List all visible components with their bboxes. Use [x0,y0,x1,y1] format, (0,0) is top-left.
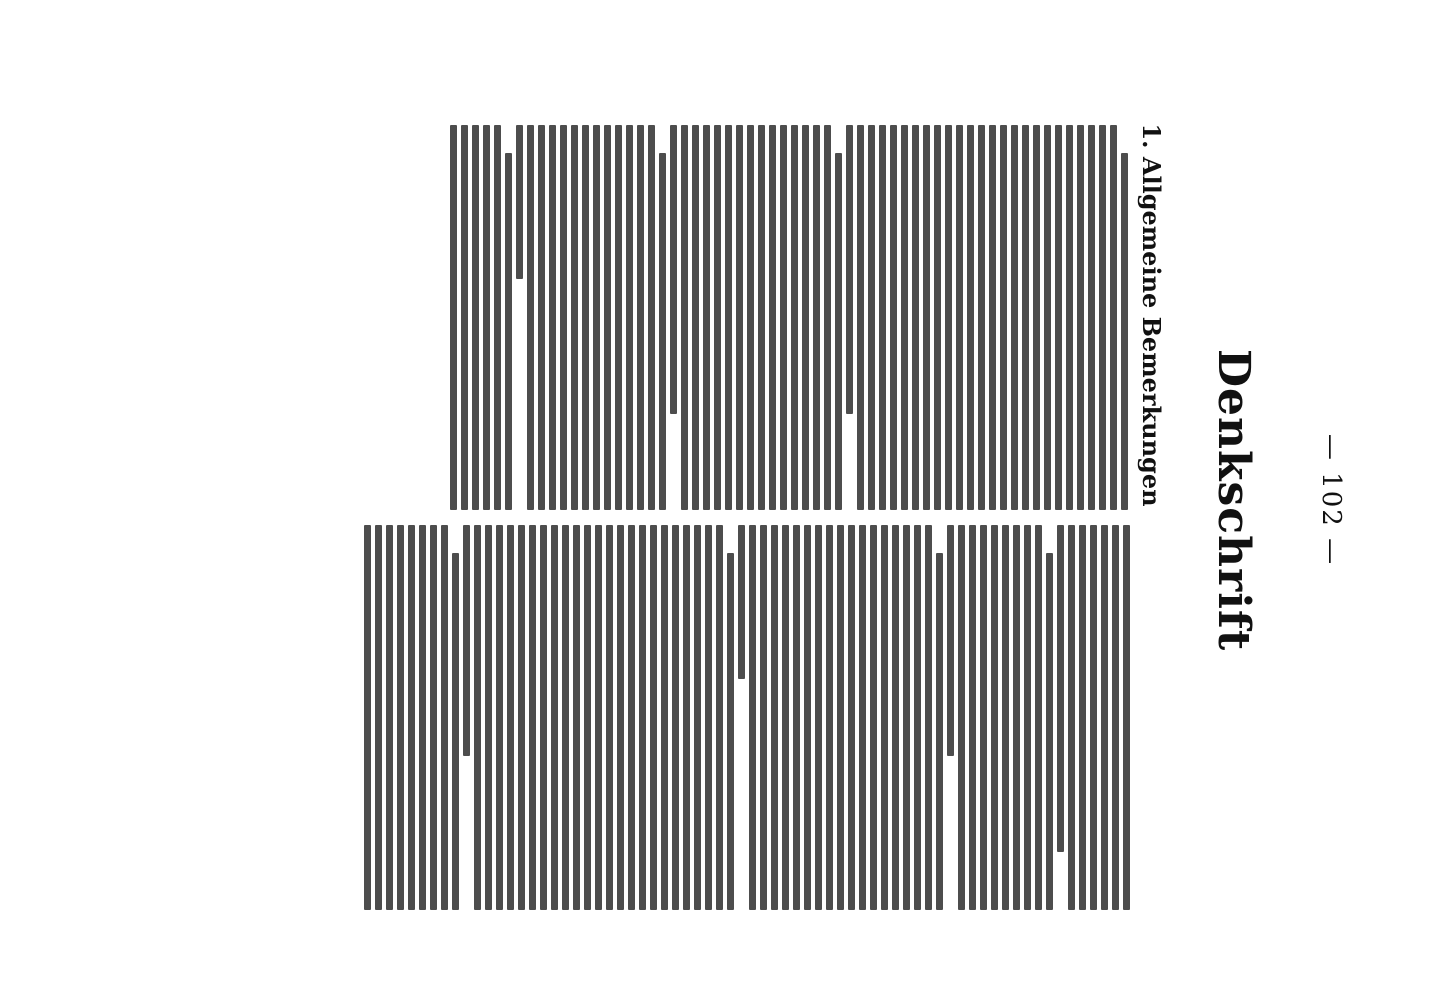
body-text-line [945,125,952,510]
body-text-line [1013,525,1020,910]
body-text-line [615,125,622,510]
body-text-line [1101,525,1108,910]
body-text-line [650,525,657,910]
body-text-line [835,153,842,510]
body-text-line [912,125,919,510]
body-text-line [989,125,996,510]
body-text-line [1035,525,1042,910]
body-text-line [1079,525,1086,910]
body-text-line [782,525,789,910]
body-text-line [485,525,492,910]
body-text-line [472,125,479,510]
body-text-line [848,525,855,910]
body-text-line [703,125,710,510]
body-text-line [1044,125,1051,510]
body-text-line [802,125,809,510]
body-text-line [626,125,633,510]
body-text-line [837,525,844,910]
body-text-line [1055,125,1062,510]
body-text-line [1066,125,1073,510]
body-text-line [364,525,371,910]
body-text-line [540,525,547,910]
body-text-line [1000,125,1007,510]
body-text-line [771,525,778,910]
body-text-line [793,525,800,910]
body-text-line [934,125,941,510]
body-text-line [692,125,699,510]
body-text-line [573,525,580,910]
body-text-line [507,525,514,910]
body-text-line [813,125,820,510]
body-text-line [441,525,448,910]
body-text-line [637,125,644,510]
body-text-line [824,125,831,510]
body-text-line [628,525,635,910]
body-text-line [980,525,987,910]
body-text-line [991,525,998,910]
body-text-line [901,125,908,510]
body-text-line [560,125,567,510]
body-text-line [914,525,921,910]
body-text-line [538,125,545,510]
body-text-line [881,525,888,910]
body-text-line [375,525,382,910]
body-text-line [1068,525,1075,910]
body-text-line [947,525,954,756]
body-text-line [549,125,556,510]
body-text-line [527,125,534,510]
body-text-line [639,525,646,910]
body-text-line [571,125,578,510]
body-text-line [747,125,754,510]
body-text-line [518,525,525,910]
body-text-line [903,525,910,910]
body-text-line [1022,125,1029,510]
body-text-line [1112,525,1119,910]
body-text-line [1099,125,1106,510]
body-text-line [584,525,591,910]
body-text-line [659,153,666,510]
body-text-line [868,125,875,510]
body-text-line [846,125,853,414]
body-text-line [791,125,798,510]
body-text-line [705,525,712,910]
body-text-line [496,525,503,910]
body-text-line [1024,525,1031,910]
body-text-line [936,553,943,910]
body-text-line [870,525,877,910]
page-number: — 102 — [1316,433,1346,567]
body-text-line [648,125,655,510]
body-text-line [516,125,523,279]
body-text-line [595,525,602,910]
body-text-line [826,525,833,910]
body-text-line [670,125,677,414]
body-text-line [450,125,457,510]
body-text-line [419,525,426,910]
body-text-line [604,125,611,510]
body-text-line [593,125,600,510]
body-text-line [661,525,668,910]
body-text-line [815,525,822,910]
body-text-line [892,525,899,910]
body-text-line [1077,125,1084,510]
body-text-line [408,525,415,910]
body-text-line [483,125,490,510]
body-text-line [505,153,512,510]
body-text-line [1110,125,1117,510]
body-text-line [923,125,930,510]
section-heading: 1. Allgemeine Bemerkungen [1137,123,1166,507]
body-text-line [879,125,886,510]
body-text-line [716,525,723,910]
body-text-line [1002,525,1009,910]
body-text-line [606,525,613,910]
body-text-line [969,525,976,910]
body-text-line [1090,525,1097,910]
body-text-line [551,525,558,910]
body-text-line [725,125,732,510]
body-text-line [967,125,974,510]
body-text-line [857,125,864,510]
body-text-line [769,125,776,510]
body-text-line [925,525,932,910]
body-text-line [749,525,756,910]
body-text-line [1123,525,1130,910]
body-text-line [1046,553,1053,910]
body-text-line [760,525,767,910]
body-text-line [681,125,688,510]
body-text-line [461,125,468,510]
body-text-line [463,525,470,756]
body-text-line [958,525,965,910]
body-text-line [859,525,866,910]
body-text-line [694,525,701,910]
body-text-line [430,525,437,910]
body-text-line [978,125,985,510]
body-text-line [738,525,745,679]
body-text-line [804,525,811,910]
body-text-line [758,125,765,510]
body-text-line [727,553,734,910]
body-text-line [562,525,569,910]
body-text-line [1088,125,1095,510]
body-text-line [1011,125,1018,510]
body-text-line [529,525,536,910]
body-text-line [780,125,787,510]
text-column-left [446,125,1132,510]
body-text-line [452,553,459,910]
body-text-line [1121,153,1128,510]
body-text-line [956,125,963,510]
text-column-right [360,525,1134,910]
body-text-line [474,525,481,910]
body-text-line [672,525,679,910]
body-text-line [397,525,404,910]
page-title: Denkschrift [1208,348,1259,652]
body-text-line [1057,525,1064,852]
body-text-line [386,525,393,910]
body-text-line [890,125,897,510]
body-text-line [736,125,743,510]
body-text-line [714,125,721,510]
body-text-line [617,525,624,910]
body-text-line [582,125,589,510]
body-text-line [1033,125,1040,510]
body-text-line [683,525,690,910]
body-text-line [494,125,501,510]
